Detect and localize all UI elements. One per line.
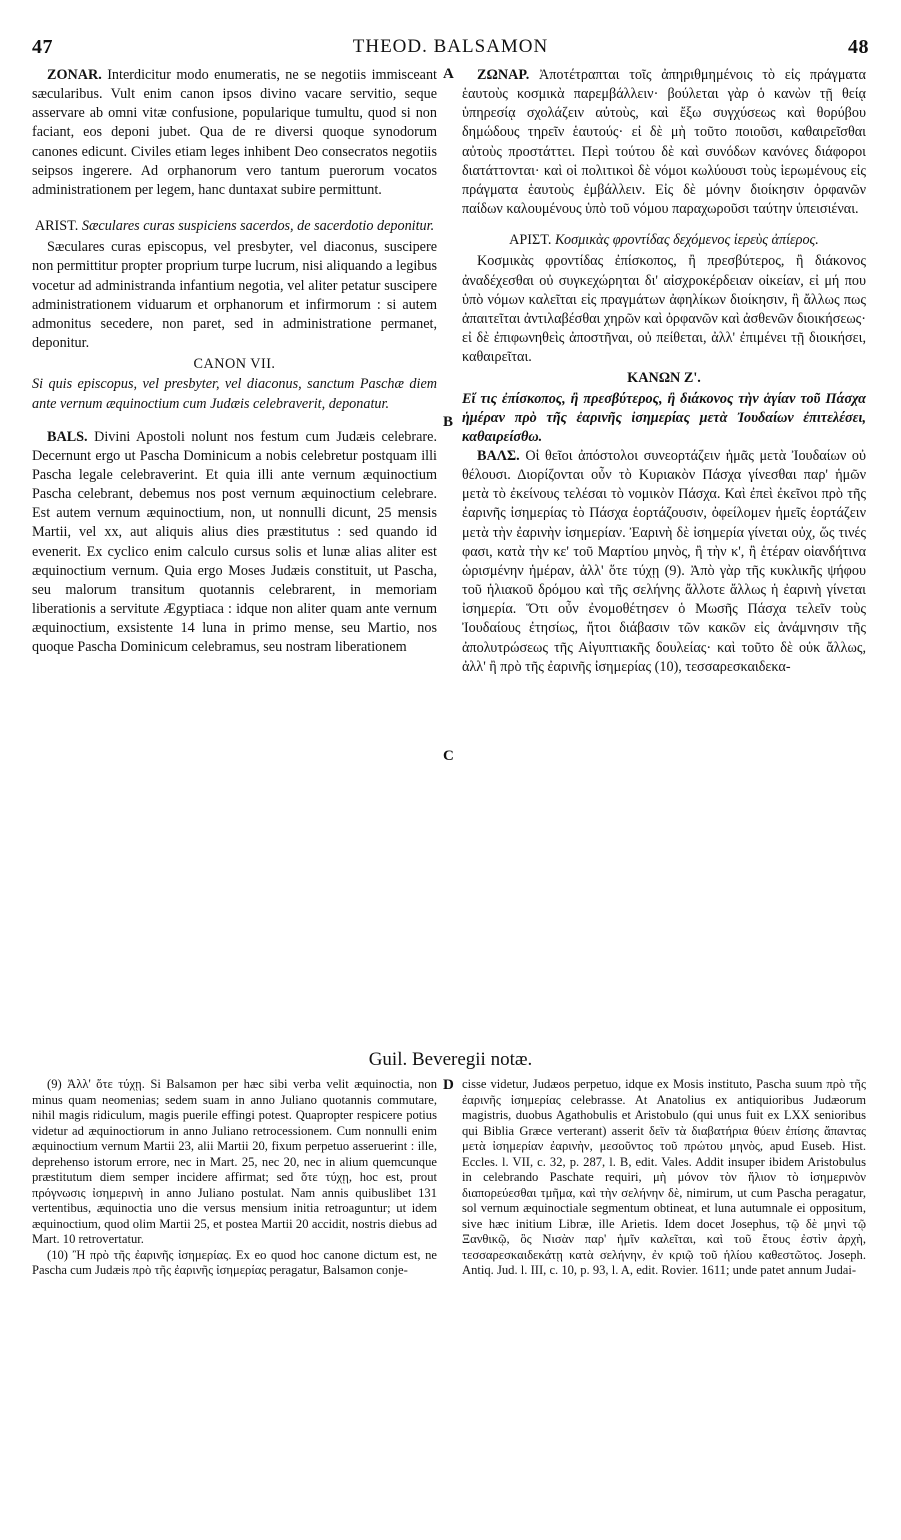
note-9: (9) Ἀλλ' ὅτε τύχῃ. Si Balsamon per hæc sibi verba velit æquinoctia, non minus quam neomenias; sedem suam in anno Juliano quotannis commutare, nihil magis ridiculum, magis puerile effingi potest. Quapropter respicere potius videtur ad æquinoctiorum in anno Juliano retrocessionem. Cum nonnulli enim æquinoctium vernum Martii 23, alii Martii 20, fixum perpetuo asseruerint : ille, deprehenso istorum errore, nec in Mart. 25, nec 20, nec in alium quemcunque præstitutum diem semper incidere affirmat; sed ὅτε τύχῃ, hoc est, prout πρόγνωσις ἰσημερινὴ in anno Juliano postulat. Nam annis quibuslibet 131 vertentibus, æquinoctia uno die versus mensium initia retroaguntur; ut idem æquinoctium, quod olim Martii 25, et postea Martii 20 accidit, nostris diebus ad Mart. 10 retrovertatur. xyxy=(32,1077,437,1246)
margin-letter-d: D xyxy=(443,1077,454,1093)
greek-bals-text: Οἱ θεῖοι ἀπόστολοι συνεορτάζειν ἡμᾶς μετὰ Ἰουδαίων οὐ θέλουσι. Διορίζονται οὖν τὸ Κυριακὸν Πάσχα γίνεσθαι παρ' ἡμῶν μετὰ τὸ ἐκείνους τελέσαι τὸ νομικὸν Πάσχα. Καὶ ἐπεὶ ἐκεῖνοι πρὸ τῆς ἐαρινῆς ἰσημερίας τὸ Πάσχα ἑορτάζουσιν, ὀφείλομεν ἡμεῖς ἑορτάζειν μετὰ τὴν ἐαρινὴν ἰσημερίαν. Ἐαρινὴ δὲ ἰσημερία γίνεται οὐχ, ὥς τινές φασι, κατὰ τὴν κε' τοῦ Μαρτίου μηνὸς, ἢ τὴν κ', ἢ ἑτέραν οἱανδήτινα ὡρισμένην ἡμέραν, ἀλλ' ὅτε τύχῃ (9). Ἀπὸ γὰρ τῆς κυκλικῆς ψήφου τοῦ ἡλιακοῦ δρόμου καὶ τῆς σελήνης ἄλλοτε ἄλλως ἡ ἐαρινὴ γίνεται ἰσημερία. Ὅτι οὖν ἐνομοθέτησεν ὁ Μωσῆς Πάσχα τελεῖν τοὺς Ἰουδαίους ἐτησίως, ἤτοι διάβασιν τῶν κακῶν εἰς ἀνάμνησιν τῆς ἀπολυτρώσεως τῆς Αἰγυπτιακῆς δουλείας· καὶ τοῦτο δὲ οὐκ ἄλλως, ἀλλ' ἢ πρὸ τῆς ἐαρινῆς ἰσημερίας (10), τεσσαρεσκαιδεκα- xyxy=(462,447,867,675)
margin-letter-c: C xyxy=(443,748,454,764)
latin-arist-title: Sæculares curas suspiciens sacerdos, de sacerdotio deponitur. xyxy=(81,218,435,235)
greek-bals-paragraph xyxy=(462,447,866,677)
latin-column xyxy=(32,66,437,658)
latin-canon-heading: CANON VII. xyxy=(193,356,276,373)
note-10: (10) Ἢ πρὸ τῆς ἐαρινῆς ἰσημερίας. Ex eo quod hoc canone dictum est, ne Pascha cum Judæis πρὸ τῆς ἐαρινῆς ἰσημερίας peragatur, Balsamon conje- xyxy=(32,1247,437,1277)
running-title: THEOD. BALSAMON xyxy=(352,36,549,57)
margin-letter-a: A xyxy=(443,66,454,82)
latin-bals-text: Divini Apostoli nolunt nos festum cum Judæis celebrare. Decernunt ergo ut Pascha Dominicum a nobis celebretur postquam illi Pascha legale celebraverint. Et quia illi ante vernum æquinoctium Pascha celebrant, debemus nos post vernum æquinoctium celebrare. Est autem vernum æquinoctium, non, ut nonnulli dicunt, 25 mensis Martii, vel xx, aut aliquis alius dies præstitutus : sed quando id evenerit. Ex cyclico enim calculo cursus solis et lunæ alias aliter est æquinoctium vernum. Quia ergo Moses Judæis constituit, ut Pascha, seu malorum transitum quotannis celebrarent, in memoriam liberationis a servitute Ægyptiaca : idque non aliter quam ante vernum æquinoctium, exsistente 14 luna in primo mense, seu Martio, nos quoque Pascha Dominicum celebramus, seu nostram liberationem xyxy=(32,428,437,656)
greek-arist-title: Κοσμικὰς φροντίδας δεχόμενος ἱερεὺς ἀπίερος. xyxy=(554,232,819,249)
greek-canon-heading: ΚΑΝΩΝ Ζ'. xyxy=(627,370,701,387)
latin-bals-siglum: BALS. xyxy=(47,428,88,445)
page-number-left: 47 xyxy=(32,36,53,58)
greek-arist-siglum: ΑΡΙΣΤ. xyxy=(509,232,552,249)
latin-arist-siglum: ARIST. xyxy=(34,218,79,235)
latin-arist-text: Sæculares curas episcopus, vel presbyter, vel diaconus, suscipere non permittitur propter proprium turpe lucrum, nisi aliquando a legibus vocetur ad administranda infantium negotia, vel aliter petatur suscipere administrationem viduarum et orphanorum et infirmorum : si autem admonitus secedere, non paret, sed in administratione permanet, deponitur. xyxy=(32,239,437,352)
greek-bals-siglum: ΒΑΛΣ. xyxy=(477,447,520,464)
notes-left-column xyxy=(32,1077,437,1279)
latin-zonar-siglum: ZONAR. xyxy=(47,67,102,83)
greek-zonar-siglum: ΖΩΝΑΡ. xyxy=(477,67,530,83)
greek-zonar-paragraph xyxy=(462,66,866,219)
latin-bals-paragraph xyxy=(32,428,437,658)
greek-canon-text: Εἴ τις ἐπίσκοπος, ἢ πρεσβύτερος, ἢ διάκονος τὴν ἁγίαν τοῦ Πάσχα ἡμέραν πρὸ τῆς ἐαρινῆς ἰσημερίας μετὰ Ἰουδαίων ἐπιτελέσει, καθαιρείσθω. xyxy=(462,390,866,445)
latin-zonar-text: Interdicitur modo enumeratis, ne se negotiis immisceant sæcularibus. Vult enim canon ipsos divino vacare servitio, seque asservare ab omni vitæ confusione, popularique tumultu, quod si non faciant, eos deponi jubet. Qua de re diversi quoque synodorum canones edicunt. Civiles etiam leges inhibent Deo consecratos negotiis seipsos ingerere. Ad orphanorum vero tantum puerorum vocatos administrationem per legem, hanc duntaxat subire permittunt. xyxy=(32,67,437,198)
greek-zonar-text: Ἀποτέτραπται τοῖς ἀπηριθμημένοις τὸ εἰς πράγματα ἑαυτοὺς κοσμικὰ παρεμβάλλειν· βούλεται γὰρ ὁ κανὼν τῇ θείᾳ ὑπηρεσίᾳ σχολάζειν αὐτοὺς, καὶ ἔξω συγχύσεως καὶ θορύβου δημώδους τηρεῖν ἑαυτούς· εἰ δὲ μὴ τοῦτο ποιοῦσι, καθαιρεῖσθαι αὐτοὺς προστάττει. Περὶ τούτου δὲ καὶ συνόδων κανόνες διάφοροι διατάττονται· καὶ οἱ πολιτικοὶ δὲ νόμοι κωλύουσι τοὺς ἱερωμένους εἰς πράγματα ἑαυτοὺς ἐμβάλλειν. Εἰς δὲ μόνην διοίκησιν ὀρφανῶν παίδων καλουμένους ὑπὸ τοῦ νόμου παραχωροῦσι ταύτην ὑπεισιέναι. xyxy=(462,67,866,218)
notes-right-column xyxy=(462,1077,866,1279)
latin-zonar-paragraph xyxy=(32,66,437,200)
page-number-right: 48 xyxy=(848,36,869,58)
latin-canon-text: Si quis episcopus, vel presbyter, vel diaconus, sanctum Paschæ diem ante vernum æquinoctium cum Judæis celebraverit, deponatur. xyxy=(32,376,437,412)
greek-arist-heading xyxy=(462,231,866,250)
note-continuation: cisse videtur, Judæos perpetuo, idque ex Mosis instituto, Pascha suum πρὸ τῆς ἐαρινῆς ἰσημερίας celebrasse. At Anatolius ex antiquioribus Judæorum magistris, duobus Agathobulis et Aristobulo (qui unus fuit ex LXX senioribus qui Biblia Græce verterant) asserit δεῖν τὰ διαβατήρια θύειν ἐπίσης ἅπαντας μετὰ ἰσημερίαν ἐαρινὴν, μεσοῦντος τοῦ πρώτου μηνὸς, apud Euseb. Hist. Eccles. l. VII, c. 32, p. 287, l. B, edit. Vales. Addit insuper ibidem Aristobulus in celebrando Paschate requiri, μὴ μόνον τὸν ἥλιον τὸ ἰσημερινὸν διαπορεύεσθαι τμῆμα, καὶ τὴν σελήνην δὲ, nimirum, ut cum Pascha peragatur, sol vernum æquinoctiale segmentum obtineat, et luna autumnale ei oppositum, sive hæc initium Libræ, ille Arietis. Idem docet Josephus, τῷ δὲ μηνὶ τῷ Ξανθικῷ, ὃς Νισὰν παρ' ἡμῖν καλεῖται, καὶ τοῦ ἔτους ἐστὶν ἀρχὴ, τεσσαρεσκαιδεκάτῃ κατὰ σελήνην, ἐν κριῷ τοῦ ἡλίου καθεστῶτος. Joseph. Antiq. Jud. l. III, c. 10, p. 93, l. A, edit. Rovier. 1611; unde patet annum Judai- xyxy=(462,1077,866,1277)
greek-arist-text: Κοσμικὰς φροντίδας ἐπίσκοπος, ἢ πρεσβύτερος, ἢ διάκονος ἀναδέχεσθαι οὐ συγκεχώρηται δι' αἰσχροκέρδειαν οἰκείαν, εἰ μή που ὑπὸ νόμων καλεῖται εἰς πραγμάτων ἀφηλίκων διοίκησιν, ἢ ἄλλως πως ἀπαιτεῖται ἀντιλαβέσθαι χηρῶν καὶ ὀρφανῶν καὶ ἀσθενῶν διοικήσεως· εἰ δὲ ἐπιφωνηθεὶς ἀποστῆναι, οὐ πείθεται, ἀλλ' ἐπιμένει τῇ διοικήσει, καθαιρεῖται. xyxy=(462,253,866,366)
latin-arist-heading xyxy=(32,217,437,236)
notes-title: Guil. Beveregii notæ. xyxy=(368,1049,533,1070)
margin-letter-b: B xyxy=(443,414,454,430)
greek-column xyxy=(462,66,866,677)
